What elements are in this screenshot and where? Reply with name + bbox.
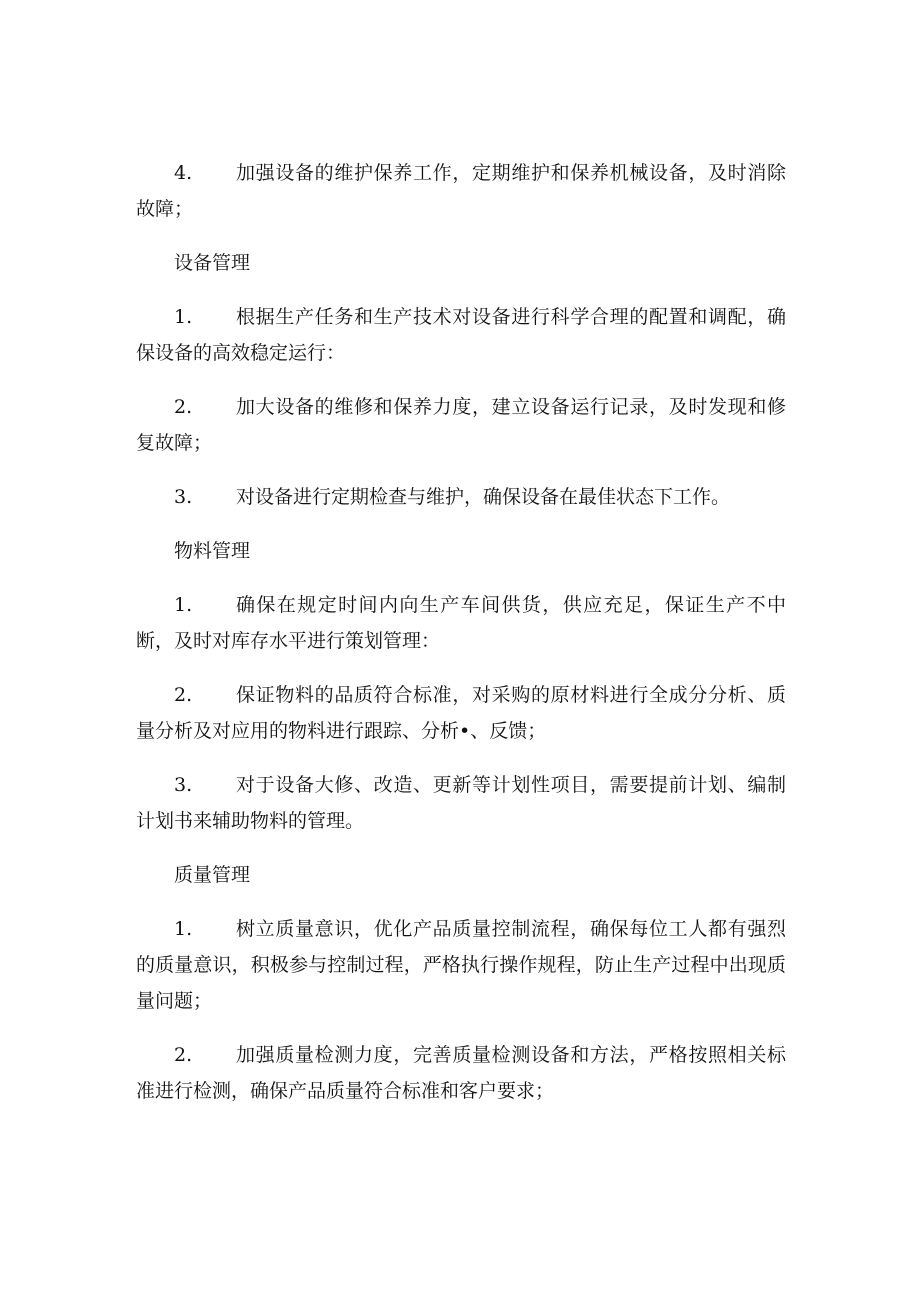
list-item-number: 4.: [174, 162, 193, 184]
list-item-text: 保证物料的品质符合标准，对采购的原材料进行全成分分析、质量分析及对应用的物料进行跟踪、分析•、反馈；: [136, 684, 786, 742]
list-item-number: 2.: [174, 684, 193, 706]
list-item-text: 确保在规定时间内向生产车间供货，供应充足，保证生产不中断，及时对库存水平进行策划管理：: [136, 594, 786, 652]
list-item: [136, 479, 786, 515]
list-item: [136, 299, 786, 371]
list-item-number: 1.: [174, 918, 193, 940]
list-item-number: 1.: [174, 594, 193, 616]
list-item-text: 加强质量检测力度，完善质量检测设备和方法，严格按照相关标准进行检测，确保产品质量符合标准和客户要求；: [136, 1044, 786, 1102]
list-item-text: 加大设备的维修和保养力度，建立设备运行记录，及时发现和修复故障；: [136, 396, 786, 454]
list-item-text: 根据生产任务和生产技术对设备进行科学合理的配置和调配，确保设备的高效稳定运行：: [136, 306, 786, 364]
list-item-text: 加强设备的维护保养工作，定期维护和保养机械设备，及时消除故障；: [136, 162, 786, 220]
document-body: [136, 155, 786, 1127]
section-heading-equipment: 设备管理: [174, 252, 251, 274]
list-item: [136, 767, 786, 839]
list-item: [136, 587, 786, 659]
list-item-number: 3.: [174, 774, 193, 796]
list-item-number: 1.: [174, 306, 193, 328]
list-item: [136, 155, 786, 227]
section-heading-quality: 质量管理: [174, 864, 251, 886]
section-heading-materials: 物料管理: [174, 540, 251, 562]
list-item-number: 2.: [174, 1044, 193, 1066]
list-item: [136, 911, 786, 1019]
list-item: [136, 1037, 786, 1109]
list-item-text: 对于设备大修、改造、更新等计划性项目，需要提前计划、编制计划书来辅助物料的管理。: [136, 774, 786, 832]
list-item: [136, 677, 786, 749]
list-item-text: 对设备进行定期检查与维护，确保设备在最佳状态下工作。: [236, 486, 731, 508]
list-item-number: 2.: [174, 396, 193, 418]
list-item: [136, 389, 786, 461]
list-item-number: 3.: [174, 486, 193, 508]
list-item-text: 树立质量意识，优化产品质量控制流程，确保每位工人都有强烈的质量意识，积极参与控制过程，严格执行操作规程，防止生产过程中出现质量问题；: [136, 918, 786, 1012]
